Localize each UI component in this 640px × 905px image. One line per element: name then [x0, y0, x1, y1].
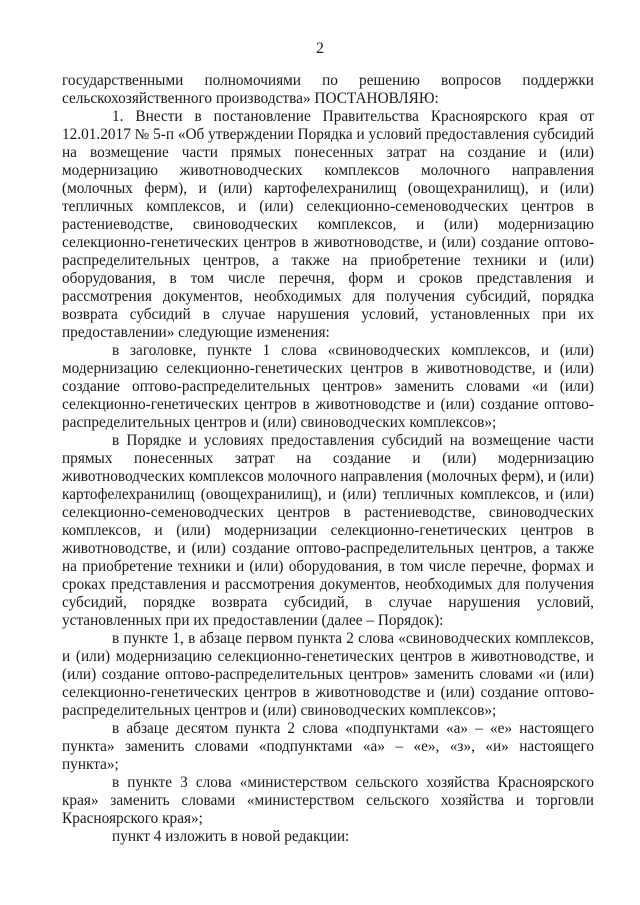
paragraph-title-change: в заголовке, пункте 1 слова «свиноводческих комплексов, и (или) модернизацию селекционно-генетических центров в животноводстве, и (или) создание оптово-распределительных центров» заменить словами «и (или) селекционно-генетических центров в животноводстве и (или) создание оптово-распределительных центров и (или) свиноводческих комплексов»;: [62, 342, 594, 431]
paragraph-continuation: государственными полномочиями по решению вопросов поддержки сельскохозяйственного производства» ПОСТАНОВЛЯЮ:: [62, 72, 594, 107]
paragraph-point-3-change: в пункте 3 слова «министерством сельского хозяйства Красноярского края» заменить словами «министерством сельского хозяйства и торговли Красноярского края»;: [62, 774, 594, 827]
paragraph-point-2-change: в абзаце десятом пункта 2 слова «подпунктами «а» – «е» настоящего пункта» заменить словами «подпунктами «а» – «е», «з», «и» настоящего пункта»;: [62, 720, 594, 773]
document-body: [62, 72, 594, 846]
page-number: 2: [316, 40, 324, 57]
paragraph-point-1-change: в пункте 1, в абзаце первом пункта 2 слова «свиноводческих комплексов, и (или) модернизацию селекционно-генетических центров в животноводстве, и (или) создание оптово-распределительных центров» заменить словами «и (или) селекционно-генетических центров в животноводстве и (или) создание оптово-распределительных центров и (или) свиноводческих комплексов»;: [62, 630, 594, 719]
paragraph-procedure-changes: в Порядке и условиях предоставления субсидий на возмещение части прямых понесенных затрат на создание и (или) модернизацию животноводческих комплексов молочного направления (молочных ферм), и (или) картофелехранилищ (овощехранилищ), и (или) тепличных комплексов, и (или) селекционно-семеноводческих центров в растениеводстве, свиноводческих комплексов, и (или) модернизации селекционно-генетических центров в животноводстве, и (или) создание оптово-распределительных центров, а также на приобретение техники и (или) оборудования, в том числе перечне, формах и сроках представления и рассмотрения документов, необходимых для получения субсидий, порядке возврата субсидий, в случае нарушения условий, установленных при их предоставлении (далее – Порядок):: [62, 432, 594, 629]
paragraph-point-4-new: пункт 4 изложить в новой редакции:: [112, 828, 350, 845]
paragraph-clause-1: 1. Внести в постановление Правительства Красноярского края от 12.01.2017 № 5-п «Об утверждении Порядка и условий предоставления субсидий на возмещение части прямых понесенных затрат на создание и (или) модернизацию животноводческих комплексов молочного направления (молочных ферм), и (или) картофелехранилищ (овощехранилищ), и (или) тепличных комплексов, и (или) селекционно-семеноводческих центров в растениеводстве, свиноводческих комплексов, и (или) модернизацию селекционно-генетических центров в животноводстве, и (или) создание оптово-распределительных центров, а также на приобретение техники и (или) оборудования, в том числе перечня, форм и сроков представления и рассмотрения документов, необходимых для получения субсидий, порядка возврата субсидий в случае нарушения условий, установленных при их предоставлении» следующие изменения:: [62, 108, 594, 341]
